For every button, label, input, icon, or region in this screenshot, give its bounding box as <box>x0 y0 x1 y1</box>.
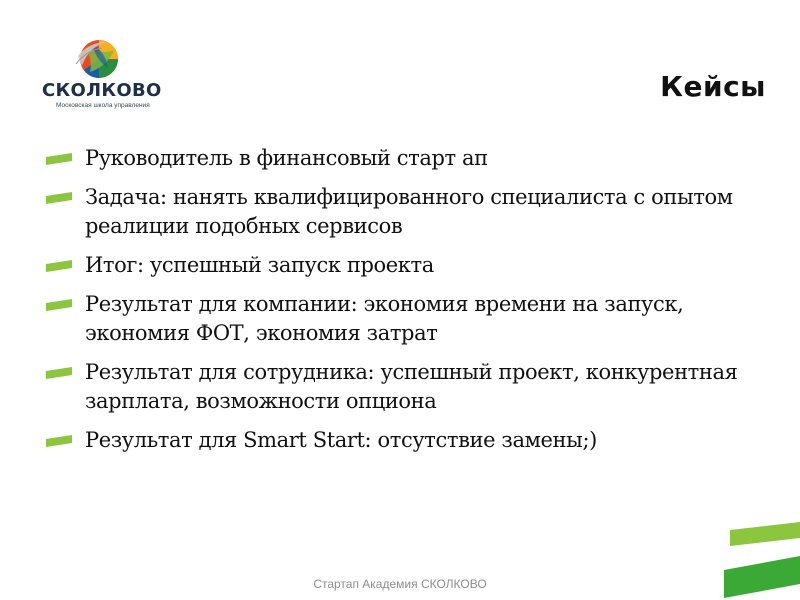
green-parallelogram-bullet-icon <box>46 260 72 272</box>
skolkovo-logo <box>40 34 162 110</box>
skolkovo-logo-icon <box>72 34 124 84</box>
green-stripes-decoration <box>720 500 800 600</box>
bullet-item <box>44 144 754 173</box>
slide-title: Кейсы <box>660 70 766 103</box>
bullet-text: Руководитель в финансовый старт ап <box>85 146 488 170</box>
bullet-text: Результат для сотрудника: успешный проект, конкурентная зарплата, возможности опциона <box>85 360 738 413</box>
logo-subtitle: Московская школа управления <box>56 102 150 109</box>
bullet-item <box>44 290 754 348</box>
bullet-list <box>44 144 754 465</box>
bullet-item <box>44 251 754 280</box>
green-parallelogram-bullet-icon <box>46 192 72 204</box>
green-parallelogram-bullet-icon <box>46 435 72 447</box>
bullet-text: Результат для Smart Start: отсутствие замены;) <box>85 428 597 452</box>
bullet-item <box>44 358 754 416</box>
logo-name: СКОЛКОВО <box>42 80 162 101</box>
green-parallelogram-bullet-icon <box>46 367 72 379</box>
green-parallelogram-bullet-icon <box>46 299 72 311</box>
footer-text: Стартап Академия СКОЛКОВО <box>313 577 487 591</box>
bullet-text: Задача: нанять квалифицированного специалиста с опытом реалиции подобных сервисов <box>85 185 733 238</box>
bullet-text: Итог: успешный запуск проекта <box>85 253 434 277</box>
bullet-text: Результат для компании: экономия времени на запуск, экономия ФОТ, экономия затрат <box>85 292 684 345</box>
bullet-item <box>44 426 754 455</box>
bullet-item <box>44 183 754 241</box>
green-parallelogram-bullet-icon <box>46 153 72 165</box>
